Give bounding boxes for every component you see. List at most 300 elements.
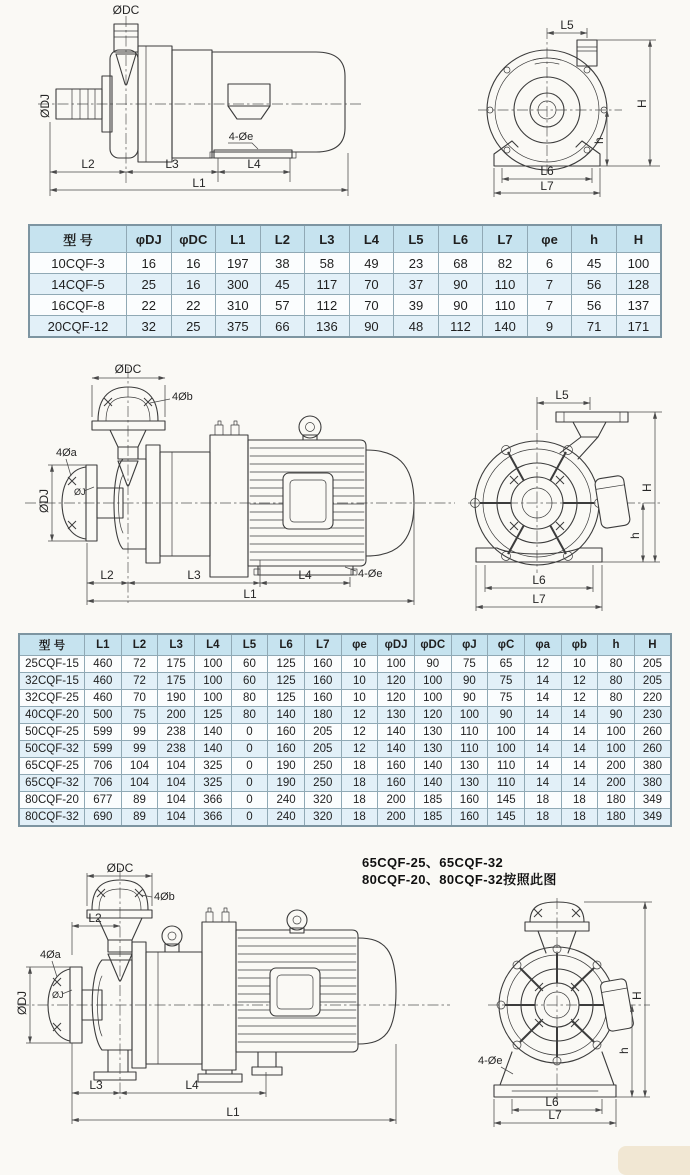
value-cell: 205 — [304, 741, 341, 758]
dim-label-l5: L5 — [560, 18, 574, 32]
value-cell: 250 — [304, 775, 341, 792]
column-header: φe — [341, 634, 378, 656]
value-cell: 349 — [634, 809, 671, 827]
value-cell: 190 — [158, 690, 195, 707]
table-row — [19, 758, 671, 775]
value-cell: 100 — [598, 724, 635, 741]
dim-label-l4: L4 — [247, 157, 261, 171]
value-cell: 58 — [305, 253, 350, 274]
value-cell: 65 — [488, 656, 525, 673]
value-cell: 238 — [158, 741, 195, 758]
value-cell: 325 — [194, 758, 231, 775]
drawing-medium-pump — [0, 355, 690, 620]
dim-label-4a: 4Øa — [56, 447, 77, 459]
value-cell: 48 — [394, 316, 439, 338]
value-cell: 60 — [231, 673, 268, 690]
table-row — [19, 690, 671, 707]
dim-label-l6: L6 — [545, 1095, 559, 1109]
value-cell: 14 — [524, 775, 561, 792]
value-cell: 57 — [260, 295, 305, 316]
value-cell: 12 — [561, 673, 598, 690]
dim-label-dj: ØDJ — [37, 489, 51, 513]
value-cell: 89 — [121, 809, 158, 827]
column-header: φb — [561, 634, 598, 656]
column-header: φJ — [451, 634, 488, 656]
value-cell: 599 — [85, 724, 122, 741]
value-cell: 32 — [127, 316, 172, 338]
dim-label-H: H — [640, 483, 654, 492]
value-cell: 125 — [194, 707, 231, 724]
value-cell: 12 — [524, 656, 561, 673]
value-cell: 238 — [158, 724, 195, 741]
value-cell: 104 — [158, 809, 195, 827]
value-cell: 110 — [488, 758, 525, 775]
value-cell: 66 — [260, 316, 305, 338]
value-cell: 100 — [194, 690, 231, 707]
model-cell: 80CQF-32 — [19, 809, 85, 827]
column-header: h — [598, 634, 635, 656]
value-cell: 18 — [524, 792, 561, 809]
value-cell: 171 — [616, 316, 661, 338]
value-cell: 18 — [341, 792, 378, 809]
model-cell: 40CQF-20 — [19, 707, 85, 724]
value-cell: 10 — [561, 656, 598, 673]
value-cell: 160 — [268, 724, 305, 741]
value-cell: 200 — [598, 758, 635, 775]
value-cell: 320 — [304, 792, 341, 809]
value-cell: 110 — [451, 741, 488, 758]
value-cell: 75 — [488, 673, 525, 690]
drawing-small-pump — [0, 0, 690, 218]
value-cell: 82 — [483, 253, 528, 274]
value-cell: 205 — [634, 656, 671, 673]
value-cell: 140 — [268, 707, 305, 724]
column-header: φDJ — [378, 634, 415, 656]
value-cell: 205 — [634, 673, 671, 690]
model-cell: 80CQF-20 — [19, 792, 85, 809]
dim-label-l7: L7 — [532, 592, 546, 606]
value-cell: 380 — [634, 775, 671, 792]
value-cell: 220 — [634, 690, 671, 707]
value-cell: 90 — [438, 274, 483, 295]
value-cell: 104 — [158, 775, 195, 792]
value-cell: 145 — [488, 809, 525, 827]
value-cell: 75 — [451, 656, 488, 673]
dim-label-l2: L2 — [81, 157, 95, 171]
value-cell: 100 — [194, 673, 231, 690]
value-cell: 160 — [451, 792, 488, 809]
value-cell: 100 — [488, 741, 525, 758]
dim-label-H: H — [630, 991, 644, 1000]
value-cell: 120 — [378, 673, 415, 690]
value-cell: 366 — [194, 809, 231, 827]
column-header: L4 — [194, 634, 231, 656]
model-cell: 32CQF-15 — [19, 673, 85, 690]
value-cell: 90 — [451, 673, 488, 690]
value-cell: 140 — [194, 724, 231, 741]
value-cell: 460 — [85, 673, 122, 690]
value-cell: 205 — [304, 724, 341, 741]
value-cell: 7 — [527, 274, 572, 295]
value-cell: 325 — [194, 775, 231, 792]
value-cell: 10 — [341, 656, 378, 673]
value-cell: 89 — [121, 792, 158, 809]
value-cell: 12 — [341, 724, 378, 741]
value-cell: 260 — [634, 741, 671, 758]
value-cell: 706 — [85, 775, 122, 792]
column-header: L7 — [483, 225, 528, 253]
value-cell: 90 — [438, 295, 483, 316]
column-header: L1 — [216, 225, 261, 253]
value-cell: 80 — [598, 656, 635, 673]
value-cell: 190 — [268, 775, 305, 792]
value-cell: 110 — [488, 775, 525, 792]
dim-label-h: h — [592, 137, 606, 144]
value-cell: 104 — [158, 792, 195, 809]
value-cell: 349 — [634, 792, 671, 809]
value-cell: 128 — [616, 274, 661, 295]
value-cell: 706 — [85, 758, 122, 775]
value-cell: 22 — [171, 295, 216, 316]
dim-label-4b: 4Øb — [154, 891, 175, 903]
value-cell: 16 — [127, 253, 172, 274]
value-cell: 0 — [231, 775, 268, 792]
value-cell: 112 — [438, 316, 483, 338]
dim-label-l6: L6 — [532, 573, 546, 587]
model-cell: 32CQF-25 — [19, 690, 85, 707]
value-cell: 200 — [598, 775, 635, 792]
dim-label-l7: L7 — [548, 1108, 562, 1122]
model-cell: 20CQF-12 — [29, 316, 127, 338]
dim-label-l2: L2 — [88, 911, 102, 925]
header-row — [29, 225, 661, 253]
side-view-dimensions — [72, 1043, 396, 1124]
dimension-table-large — [18, 633, 672, 827]
value-cell: 185 — [414, 792, 451, 809]
dim-label-dc: ØDC — [106, 861, 134, 875]
note-line-2: 80CQF-20、80CQF-32按照此图 — [362, 872, 557, 887]
column-header: φe — [527, 225, 572, 253]
value-cell: 110 — [451, 724, 488, 741]
table-row — [19, 673, 671, 690]
value-cell: 14 — [561, 741, 598, 758]
value-cell: 100 — [414, 673, 451, 690]
column-header: L3 — [158, 634, 195, 656]
value-cell: 140 — [378, 724, 415, 741]
column-header: L7 — [304, 634, 341, 656]
model-cell: 65CQF-25 — [19, 758, 85, 775]
value-cell: 599 — [85, 741, 122, 758]
value-cell: 104 — [121, 775, 158, 792]
value-cell: 690 — [85, 809, 122, 827]
dim-label-j: ØJ — [74, 487, 86, 497]
value-cell: 90 — [488, 707, 525, 724]
dim-label-h: h — [628, 532, 642, 539]
value-cell: 200 — [158, 707, 195, 724]
value-cell: 130 — [414, 724, 451, 741]
side-view-dimensions — [50, 122, 348, 196]
side-view — [38, 3, 362, 183]
value-cell: 14 — [524, 758, 561, 775]
value-cell: 104 — [121, 758, 158, 775]
value-cell: 160 — [378, 775, 415, 792]
value-cell: 140 — [483, 316, 528, 338]
dim-label-l1: L1 — [192, 176, 206, 190]
value-cell: 60 — [231, 656, 268, 673]
table-row — [29, 316, 661, 338]
model-cell: 14CQF-5 — [29, 274, 127, 295]
value-cell: 175 — [158, 656, 195, 673]
dim-label-4e: 4-Øe — [358, 568, 383, 580]
value-cell: 0 — [231, 792, 268, 809]
value-cell: 16 — [171, 274, 216, 295]
value-cell: 120 — [378, 690, 415, 707]
value-cell: 136 — [305, 316, 350, 338]
value-cell: 160 — [304, 690, 341, 707]
value-cell: 110 — [483, 295, 528, 316]
header-row — [19, 634, 671, 656]
drawing-large-pump — [0, 860, 690, 1175]
dim-label-4e: 4-Øe — [478, 1055, 503, 1067]
column-header: φDC — [414, 634, 451, 656]
table-row — [19, 741, 671, 758]
value-cell: 14 — [561, 707, 598, 724]
column-header: φC — [488, 634, 525, 656]
value-cell: 140 — [378, 741, 415, 758]
value-cell: 110 — [483, 274, 528, 295]
value-cell: 18 — [524, 809, 561, 827]
dim-label-l7: L7 — [540, 179, 554, 193]
value-cell: 100 — [194, 656, 231, 673]
value-cell: 12 — [561, 690, 598, 707]
value-cell: 112 — [305, 295, 350, 316]
table-row — [19, 724, 671, 741]
column-header: L2 — [260, 225, 305, 253]
dim-label-4a: 4Øa — [40, 949, 61, 961]
column-header: L5 — [394, 225, 439, 253]
value-cell: 99 — [121, 741, 158, 758]
dim-label-dc: ØDC — [114, 362, 142, 376]
column-header: φDC — [171, 225, 216, 253]
value-cell: 180 — [598, 809, 635, 827]
end-view — [478, 18, 660, 197]
value-cell: 72 — [121, 673, 158, 690]
column-header: L4 — [349, 225, 394, 253]
value-cell: 90 — [349, 316, 394, 338]
table-row — [29, 253, 661, 274]
value-cell: 10 — [341, 690, 378, 707]
value-cell: 240 — [268, 792, 305, 809]
value-cell: 90 — [451, 690, 488, 707]
value-cell: 12 — [341, 741, 378, 758]
value-cell: 130 — [451, 775, 488, 792]
value-cell: 140 — [194, 741, 231, 758]
note-line-1: 65CQF-25、65CQF-32 — [362, 855, 504, 870]
value-cell: 9 — [527, 316, 572, 338]
value-cell: 38 — [260, 253, 305, 274]
value-cell: 23 — [394, 253, 439, 274]
dim-label-l1: L1 — [243, 587, 257, 601]
value-cell: 375 — [216, 316, 261, 338]
value-cell: 117 — [305, 274, 350, 295]
value-cell: 380 — [634, 758, 671, 775]
value-cell: 100 — [378, 656, 415, 673]
model-cell: 10CQF-3 — [29, 253, 127, 274]
value-cell: 14 — [524, 673, 561, 690]
scan-smudge — [618, 1146, 690, 1175]
dim-label-4b: 4Øb — [172, 391, 193, 403]
value-cell: 70 — [349, 274, 394, 295]
value-cell: 160 — [268, 741, 305, 758]
end-view — [468, 388, 662, 611]
dim-label-l3: L3 — [89, 1078, 103, 1092]
value-cell: 25 — [127, 274, 172, 295]
end-view — [478, 898, 652, 1127]
dim-label-l3: L3 — [165, 157, 179, 171]
dim-label-dj: ØDJ — [15, 991, 29, 1015]
column-header: 型 号 — [19, 634, 85, 656]
value-cell: 100 — [451, 707, 488, 724]
value-cell: 100 — [616, 253, 661, 274]
value-cell: 175 — [158, 673, 195, 690]
value-cell: 68 — [438, 253, 483, 274]
value-cell: 14 — [561, 758, 598, 775]
table-row — [19, 809, 671, 827]
model-cell: 50CQF-25 — [19, 724, 85, 741]
value-cell: 125 — [268, 673, 305, 690]
value-cell: 130 — [378, 707, 415, 724]
value-cell: 56 — [572, 274, 617, 295]
value-cell: 500 — [85, 707, 122, 724]
value-cell: 145 — [488, 792, 525, 809]
value-cell: 14 — [524, 724, 561, 741]
value-cell: 18 — [341, 775, 378, 792]
value-cell: 80 — [231, 707, 268, 724]
value-cell: 99 — [121, 724, 158, 741]
dim-label-l2: L2 — [100, 568, 114, 582]
value-cell: 14 — [561, 724, 598, 741]
value-cell: 18 — [561, 792, 598, 809]
table-row — [19, 707, 671, 724]
value-cell: 71 — [572, 316, 617, 338]
value-cell: 16 — [171, 253, 216, 274]
value-cell: 180 — [304, 707, 341, 724]
dim-label-l3: L3 — [187, 568, 201, 582]
value-cell: 14 — [524, 690, 561, 707]
value-cell: 460 — [85, 690, 122, 707]
value-cell: 160 — [304, 673, 341, 690]
value-cell: 12 — [341, 707, 378, 724]
table-row — [19, 656, 671, 673]
table-row — [19, 792, 671, 809]
model-cell: 65CQF-32 — [19, 775, 85, 792]
value-cell: 140 — [414, 775, 451, 792]
dim-label-l4: L4 — [298, 568, 312, 582]
value-cell: 80 — [598, 673, 635, 690]
value-cell: 7 — [527, 295, 572, 316]
dim-label-l5: L5 — [555, 388, 569, 402]
value-cell: 180 — [598, 792, 635, 809]
dim-label-l1: L1 — [226, 1105, 240, 1119]
value-cell: 197 — [216, 253, 261, 274]
column-header: H — [634, 634, 671, 656]
column-header: h — [572, 225, 617, 253]
table-row — [29, 274, 661, 295]
value-cell: 80 — [598, 690, 635, 707]
value-cell: 300 — [216, 274, 261, 295]
value-cell: 37 — [394, 274, 439, 295]
value-cell: 100 — [488, 724, 525, 741]
value-cell: 125 — [268, 656, 305, 673]
dim-label-l6: L6 — [540, 164, 554, 178]
value-cell: 39 — [394, 295, 439, 316]
value-cell: 18 — [561, 809, 598, 827]
value-cell: 100 — [414, 690, 451, 707]
side-view — [15, 861, 450, 1100]
value-cell: 56 — [572, 295, 617, 316]
value-cell: 22 — [127, 295, 172, 316]
dim-label-dc: ØDC — [112, 3, 140, 17]
value-cell: 0 — [231, 741, 268, 758]
value-cell: 72 — [121, 656, 158, 673]
value-cell: 10 — [341, 673, 378, 690]
dim-label-4e: 4-Øe — [228, 131, 254, 143]
value-cell: 100 — [598, 741, 635, 758]
dim-label-dj: ØDJ — [38, 94, 52, 118]
dim-label-l4: L4 — [185, 1078, 199, 1092]
table-row — [29, 295, 661, 316]
value-cell: 190 — [268, 758, 305, 775]
model-cell: 50CQF-32 — [19, 741, 85, 758]
value-cell: 75 — [121, 707, 158, 724]
model-cell: 25CQF-15 — [19, 656, 85, 673]
value-cell: 45 — [572, 253, 617, 274]
dimension-table-small — [28, 224, 662, 338]
table-row — [19, 775, 671, 792]
value-cell: 240 — [268, 809, 305, 827]
value-cell: 160 — [304, 656, 341, 673]
value-cell: 185 — [414, 809, 451, 827]
value-cell: 14 — [524, 707, 561, 724]
value-cell: 130 — [451, 758, 488, 775]
value-cell: 160 — [378, 758, 415, 775]
value-cell: 80 — [231, 690, 268, 707]
value-cell: 366 — [194, 792, 231, 809]
value-cell: 250 — [304, 758, 341, 775]
value-cell: 70 — [349, 295, 394, 316]
value-cell: 14 — [561, 775, 598, 792]
column-header: φDJ — [127, 225, 172, 253]
value-cell: 120 — [414, 707, 451, 724]
value-cell: 320 — [304, 809, 341, 827]
value-cell: 130 — [414, 741, 451, 758]
column-header: L2 — [121, 634, 158, 656]
value-cell: 70 — [121, 690, 158, 707]
value-cell: 460 — [85, 656, 122, 673]
value-cell: 260 — [634, 724, 671, 741]
value-cell: 160 — [451, 809, 488, 827]
column-header: L6 — [438, 225, 483, 253]
value-cell: 45 — [260, 274, 305, 295]
side-view — [25, 362, 455, 603]
value-cell: 137 — [616, 295, 661, 316]
value-cell: 200 — [378, 809, 415, 827]
column-header: φa — [524, 634, 561, 656]
value-cell: 14 — [524, 741, 561, 758]
dim-label-h: h — [617, 1047, 631, 1054]
value-cell: 140 — [414, 758, 451, 775]
column-header: L5 — [231, 634, 268, 656]
